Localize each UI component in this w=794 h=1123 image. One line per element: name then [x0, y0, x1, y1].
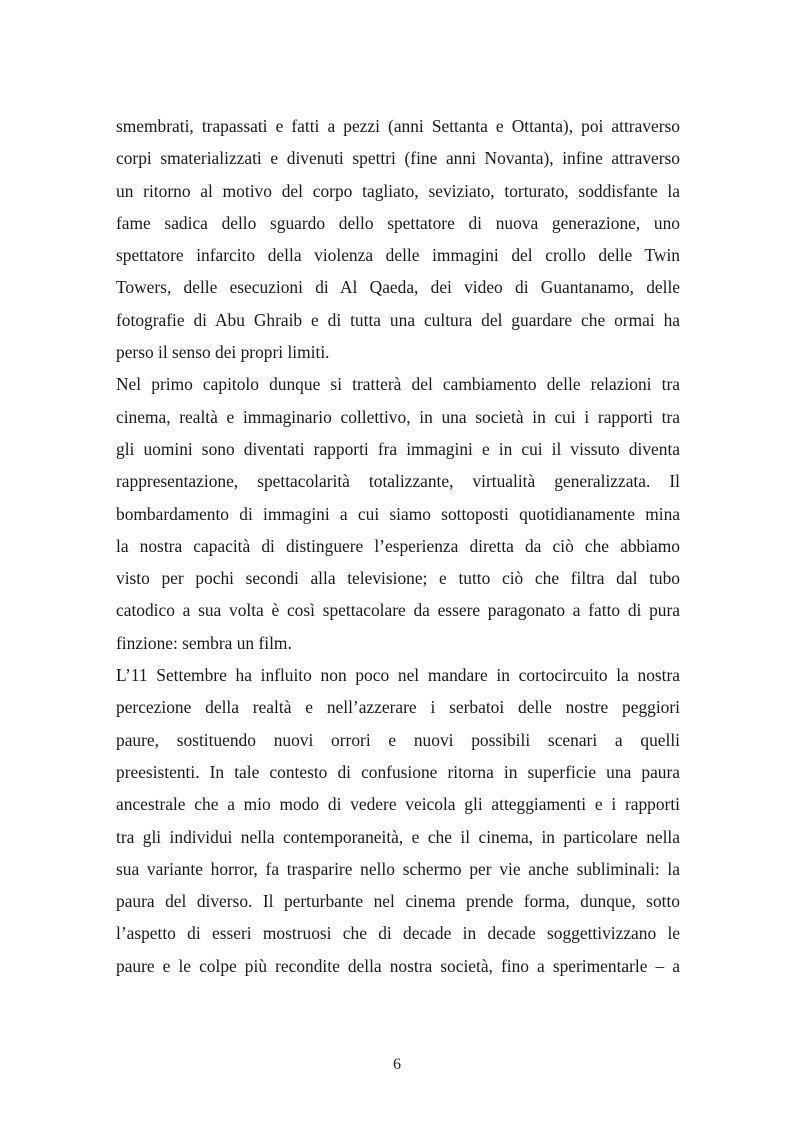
body-text	[116, 110, 680, 982]
text-line: L’11 Settembre ha influito non poco nel mandare in cortocircuito la nostra	[116, 665, 680, 686]
text-line: sua variante horror, fa trasparire nello schermo per vie anche subliminali: la	[116, 858, 680, 879]
text-line: Nel primo capitolo dunque si tratterà del cambiamento delle relazioni tra	[116, 374, 680, 395]
text-line: rappresentazione, spettacolarità totalizzante, virtualità generalizzata. Il	[116, 471, 680, 492]
text-line: gli uomini sono diventati rapporti fra immagini e in cui il vissuto diventa	[116, 438, 680, 459]
text-line: fotografie di Abu Ghraib e di tutta una cultura del guardare che ormai ha	[116, 309, 680, 330]
text-line: paure e le colpe più recondite della nostra società, fino a sperimentarle – a	[116, 955, 680, 976]
paragraph-end-line: finzione: sembra un film.	[116, 632, 292, 653]
text-line: Towers, delle esecuzioni di Al Qaeda, dei video di Guantanamo, delle	[116, 277, 680, 298]
text-line: cinema, realtà e immaginario collettivo, in una società in cui i rapporti tra	[116, 406, 680, 427]
paragraph-end-line: perso il senso dei propri limiti.	[116, 342, 330, 363]
text-line: preesistenti. In tale contesto di confusione ritorna in superficie una paura	[116, 761, 680, 782]
text-line: smembrati, trapassati e fatti a pezzi (anni Settanta e Ottanta), poi attraverso	[116, 116, 680, 136]
text-line: visto per pochi secondi alla televisione; e tutto ciò che filtra dal tubo	[116, 568, 680, 589]
text-line: ancestrale che a mio modo di vedere veicola gli atteggiamenti e i rapporti	[116, 794, 680, 815]
text-line: l’aspetto di esseri mostruosi che di decade in decade soggettivizzano le	[116, 923, 680, 944]
text-line: catodico a sua volta è così spettacolare da essere paragonato a fatto di pura	[116, 600, 680, 621]
page-number: 6	[393, 1056, 401, 1073]
text-line: paura del diverso. Il perturbante nel cinema prende forma, dunque, sotto	[116, 891, 680, 912]
text-line: tra gli individui nella contemporaneità, e che il cinema, in particolare nella	[116, 826, 680, 847]
text-line: corpi smaterializzati e divenuti spettri (fine anni Novanta), infine attraverso	[116, 148, 680, 169]
text-line: paure, sostituendo nuovi orrori e nuovi possibili scenari a quelli	[116, 729, 680, 750]
text-line: spettatore infarcito della violenza delle immagini del crollo delle Twin	[116, 245, 680, 266]
text-line: un ritorno al motivo del corpo tagliato, seviziato, torturato, soddisfante la	[116, 180, 680, 201]
text-line: percezione della realtà e nell’azzerare i serbatoi delle nostre peggiori	[116, 697, 680, 718]
text-line: bombardamento di immagini a cui siamo sottoposti quotidianamente mina	[116, 503, 680, 524]
text-line: fame sadica dello sguardo dello spettatore di nuova generazione, uno	[116, 212, 680, 233]
text-line: la nostra capacità di distinguere l’esperienza diretta da ciò che abbiamo	[116, 535, 680, 556]
